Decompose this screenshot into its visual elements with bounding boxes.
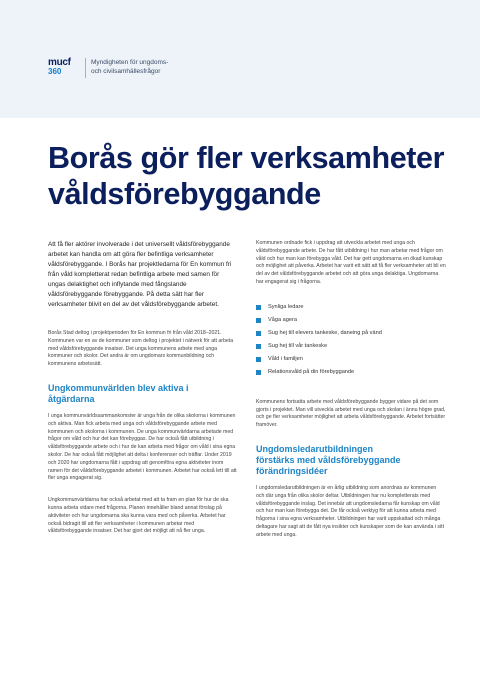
bullet-item [256, 366, 446, 379]
square-bullet-icon [256, 370, 261, 375]
square-bullet-icon [256, 344, 261, 349]
body-paragraph: Kommunens fortsatta arbete med våldsförebyggande bygger vidare på det som gjorts i projektet. Man vill utveckla arbetet med unga och skolan i ännu högre grad, och ge fler verksamheter möjlighet att arbeta våldsförebyggande. Arbetet fortsätter framöver. [256, 398, 446, 429]
section-heading-line: Ungkommunvärlden blev aktiva i [48, 382, 189, 393]
bullet-text: Våld i familjen [268, 355, 303, 362]
page-title [48, 140, 448, 212]
left-column [48, 240, 238, 550]
body-paragraph: I unga kommunvärldssammankomster är unga från de olika skolorna i kommunen och aktiva. Man fick arbeta med unga och våldsförebyggande arbete med kommunen och skolorna i kommunen. De unga kommunvärldarna arbetade med frågor om våld och hur det kan förebyggas. De har också fått utbildning i våldsförebyggande arbete och i hur de kan arbeta med frågor om våld i sina egna skolor. De har också fått möjlighet att delta i konferenser och träffar. Under 2019 och 2020 har ungdomarna fått i uppdrag att genomföra egna aktiviteter inom ramen för det våldsförebyggande arbetet i kommunen. Arbetet har också lett till att fler unga engagerat sig. [48, 412, 237, 482]
logo-bottom-text: 360 [48, 67, 62, 76]
square-bullet-icon [256, 357, 261, 362]
section-heading-line: åtgärdarna [48, 393, 95, 404]
section-heading [48, 383, 238, 405]
square-bullet-icon [256, 305, 261, 310]
body-paragraph: Kommunen ordnade fick i uppdrag att utveckla arbetet med unga och våldsförebyggande arbete. De har fått utbildning i hur man arbetar med frågor om våld och hur man kan förebygga våld. Det har gett ungdomarna en ökad kunskap och möjlighet att påverka. Arbetet har varit ett sätt att få fler verksamheter att bli en del av det våldsförebyggande arbetet och att göra unga delaktiga. Ungdomarna har engagerat sig i frågorna. [256, 240, 446, 285]
agency-line-2: och civilsamhällesfrågor [91, 68, 161, 75]
bullet-text: Sug hej till vår tankeske [268, 342, 328, 349]
section-heading-line: förstärks med våldsförebyggande [256, 454, 401, 465]
bullet-item [256, 353, 446, 366]
agency-line-1: Myndigheten för ungdoms- [91, 59, 169, 66]
bullet-text: Relationsvåld på din förebyggande [268, 368, 355, 375]
square-bullet-icon [256, 318, 261, 323]
body-paragraph: Borås Stad deltog i projektperioden för En kommun fri från våld 2018–2021. Kommunen var en av de kommuner som deltog i projektet i nätverk för att arbeta med våldsförebyggande insatser. Det unga kommunens arbete med unga kommuner och skolor. Det andra är om ungdomars kommunbildning och kommunens arbetssätt. [48, 330, 234, 368]
bullet-item [256, 314, 446, 327]
bullet-list [256, 301, 446, 379]
logo-top-text: mucf [48, 57, 71, 68]
lead-paragraph: Att få fler aktörer involverade i det universellt våldsförebyggande arbetet kan handla om att göra fler befintliga verksamheter våldsförebyggande. I Borås har projektledarna för En kommun fri från våld kompletterat redan befintliga arbete med samen för ungas delaktighet och inflytande med fångslande våldsförebyggande förebyggande. På detta sätt har fler verksamheter blivit en del av det våldsförebyggande arbetet. [48, 241, 232, 308]
body-paragraph: I ungdomsledarutbildningen är en årlig utbildning som anordnas av kommunen och där unga från olika skolor deltar. Utbildningen har nu kompletterats med våldsförebyggande inslag. Det innebär att ungdomsledarna får kunskap om våld och hur man kan förebygga det. De får också verktyg för att kunna arbeta med frågorna i sina egna verksamheter. Utbildningen har varit uppskattad och många deltagare har sagt att de fått nya insikter och kunskaper som de kan använda i sitt arbete med unga. [256, 484, 445, 538]
bullet-text: Sug hej till elevers tankeske, daneing på vänd [268, 329, 382, 336]
square-bullet-icon [256, 331, 261, 336]
title-line-1: Borås gör fler verksamheter [48, 141, 445, 175]
bullet-item [256, 301, 446, 314]
bullet-item [256, 327, 446, 340]
section-heading-line: Ungdomsledarutbildningen [256, 443, 373, 454]
bullet-text: Våga agera [268, 316, 297, 323]
agency-name [91, 58, 168, 76]
logo-divider [85, 58, 86, 78]
title-line-2: våldsförebyggande [48, 177, 321, 211]
mucf-logo [48, 58, 82, 76]
section-heading [256, 444, 446, 477]
bullet-item [256, 340, 446, 353]
page-header [0, 0, 480, 118]
body-paragraph: Ungkommunvärldarna har också arbetat med att ta fram en plan för hur de ska kunna arbeta vidare med frågorna. Planen innehåller bland annat förslag på aktiviteter och hur ungdomarna ska kunna vara med och påverka. Arbetet har också bidragit till att fler verksamheter i kommunen arbetar med våldsförebyggande insatser. Det har gjort det möjligt att nå fler unga. [48, 497, 229, 535]
bullet-text: Synliga ledare [268, 303, 304, 310]
right-column [256, 240, 446, 554]
section-heading-line: förändringsidéer [256, 465, 328, 476]
